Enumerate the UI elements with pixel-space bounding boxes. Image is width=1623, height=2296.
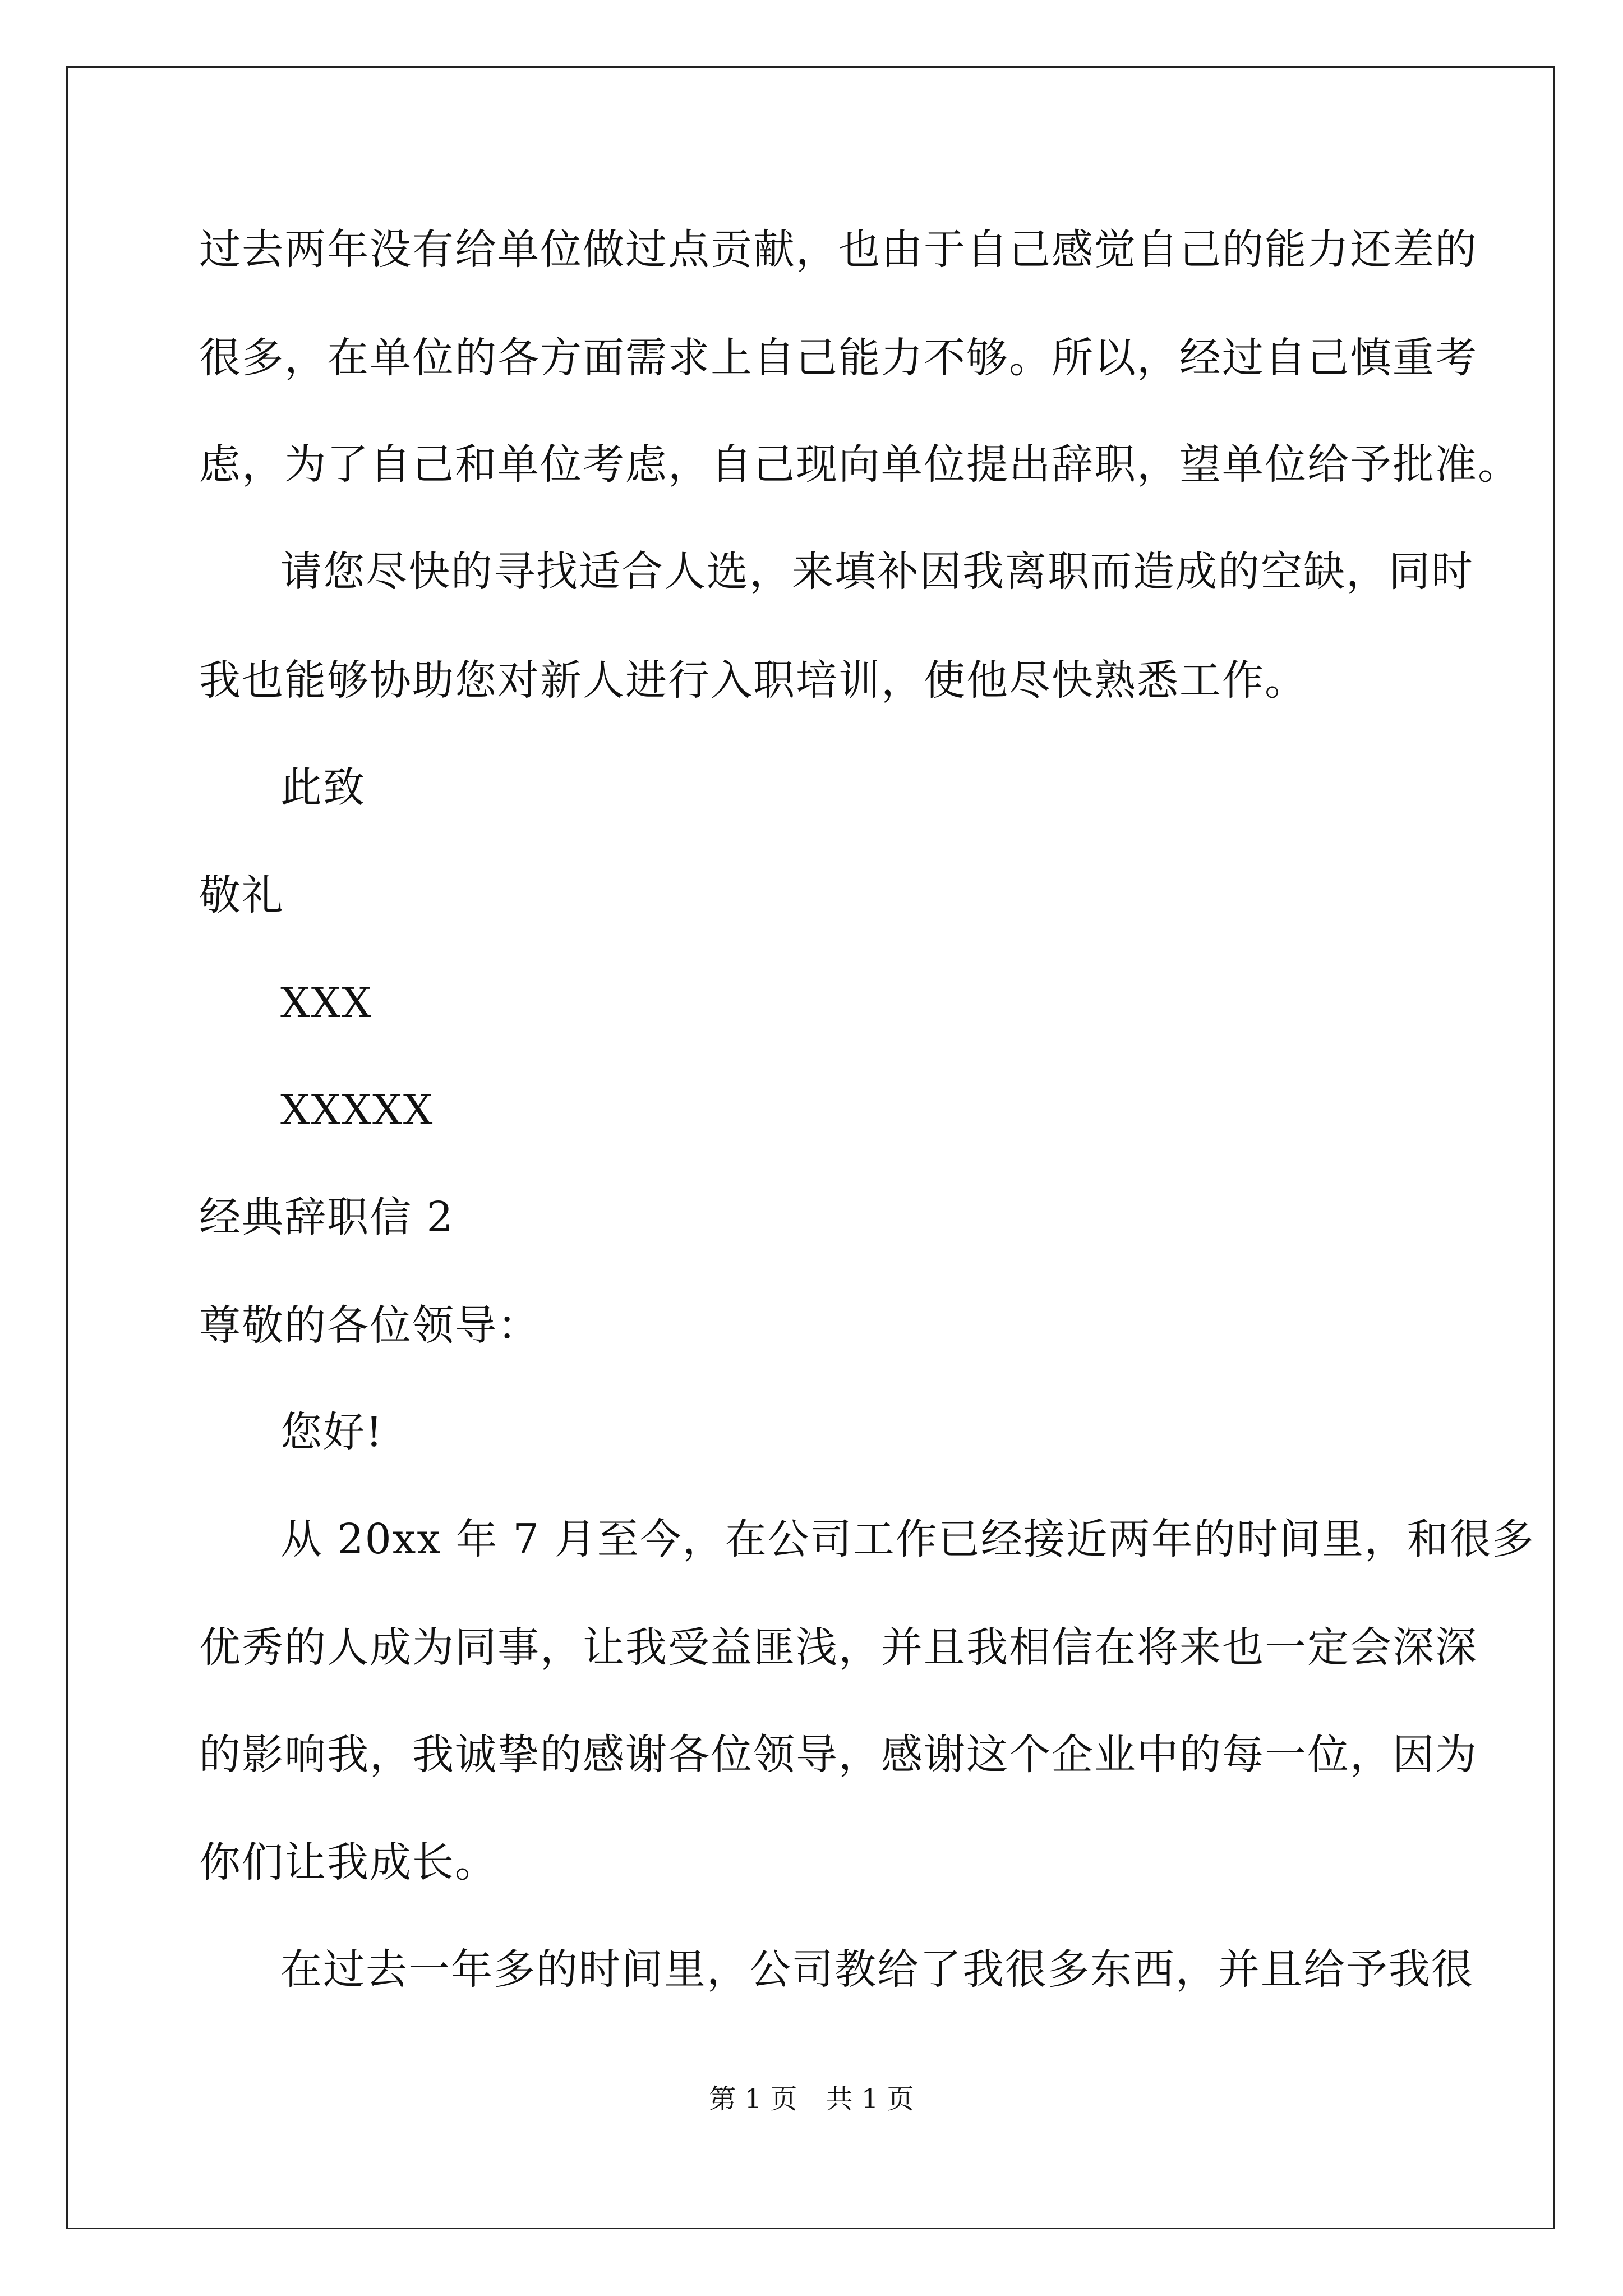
body-line: 虑，为了自己和单位考虑，自己现向单位提出辞职，望单位给予批准。 (199, 440, 1520, 489)
page-number: 第 1 页 (709, 2083, 797, 2115)
body-line: 很多，在单位的各方面需求上自己能力不够。所以，经过自己慎重考 (199, 334, 1478, 382)
body-line: 的影响我，我诚挚的感谢各位领导，感谢这个企业中的每一位，因为 (199, 1731, 1478, 1779)
body-line: 在过去一年多的时间里，公司教给了我很多东西，并且给予我很 (280, 1945, 1474, 1994)
page-footer (0, 2082, 1623, 2116)
section-title: 经典辞职信 2 (199, 1193, 454, 1241)
body-line: 我也能够协助您对新人进行入职培训，使他尽快熟悉工作。 (199, 656, 1307, 705)
signature-name: XXX (280, 979, 373, 1027)
greeting-line: 尊敬的各位领导： (199, 1301, 540, 1350)
body-line: 从 20xx 年 7 月至今，在公司工作已经接近两年的时间里，和很多 (280, 1515, 1535, 1563)
salutation-line: 敬礼 (199, 871, 284, 919)
greeting-line: 您好! (280, 1408, 384, 1456)
page-border (66, 66, 1555, 2229)
page-total: 共 1 页 (826, 2083, 914, 2115)
body-line: 优秀的人成为同事，让我受益匪浅，并且我相信在将来也一定会深深 (199, 1623, 1478, 1672)
body-line: 你们让我成长。 (199, 1838, 497, 1887)
body-line: 请您尽快的寻找适合人选，来填补因我离职而造成的空缺，同时 (280, 547, 1474, 596)
body-line: 过去两年没有给单位做过点贡献，也由于自己感觉自己的能力还差的 (199, 226, 1478, 274)
signature-date: XXXXX (280, 1086, 434, 1134)
closing-line: 此致 (280, 763, 366, 812)
